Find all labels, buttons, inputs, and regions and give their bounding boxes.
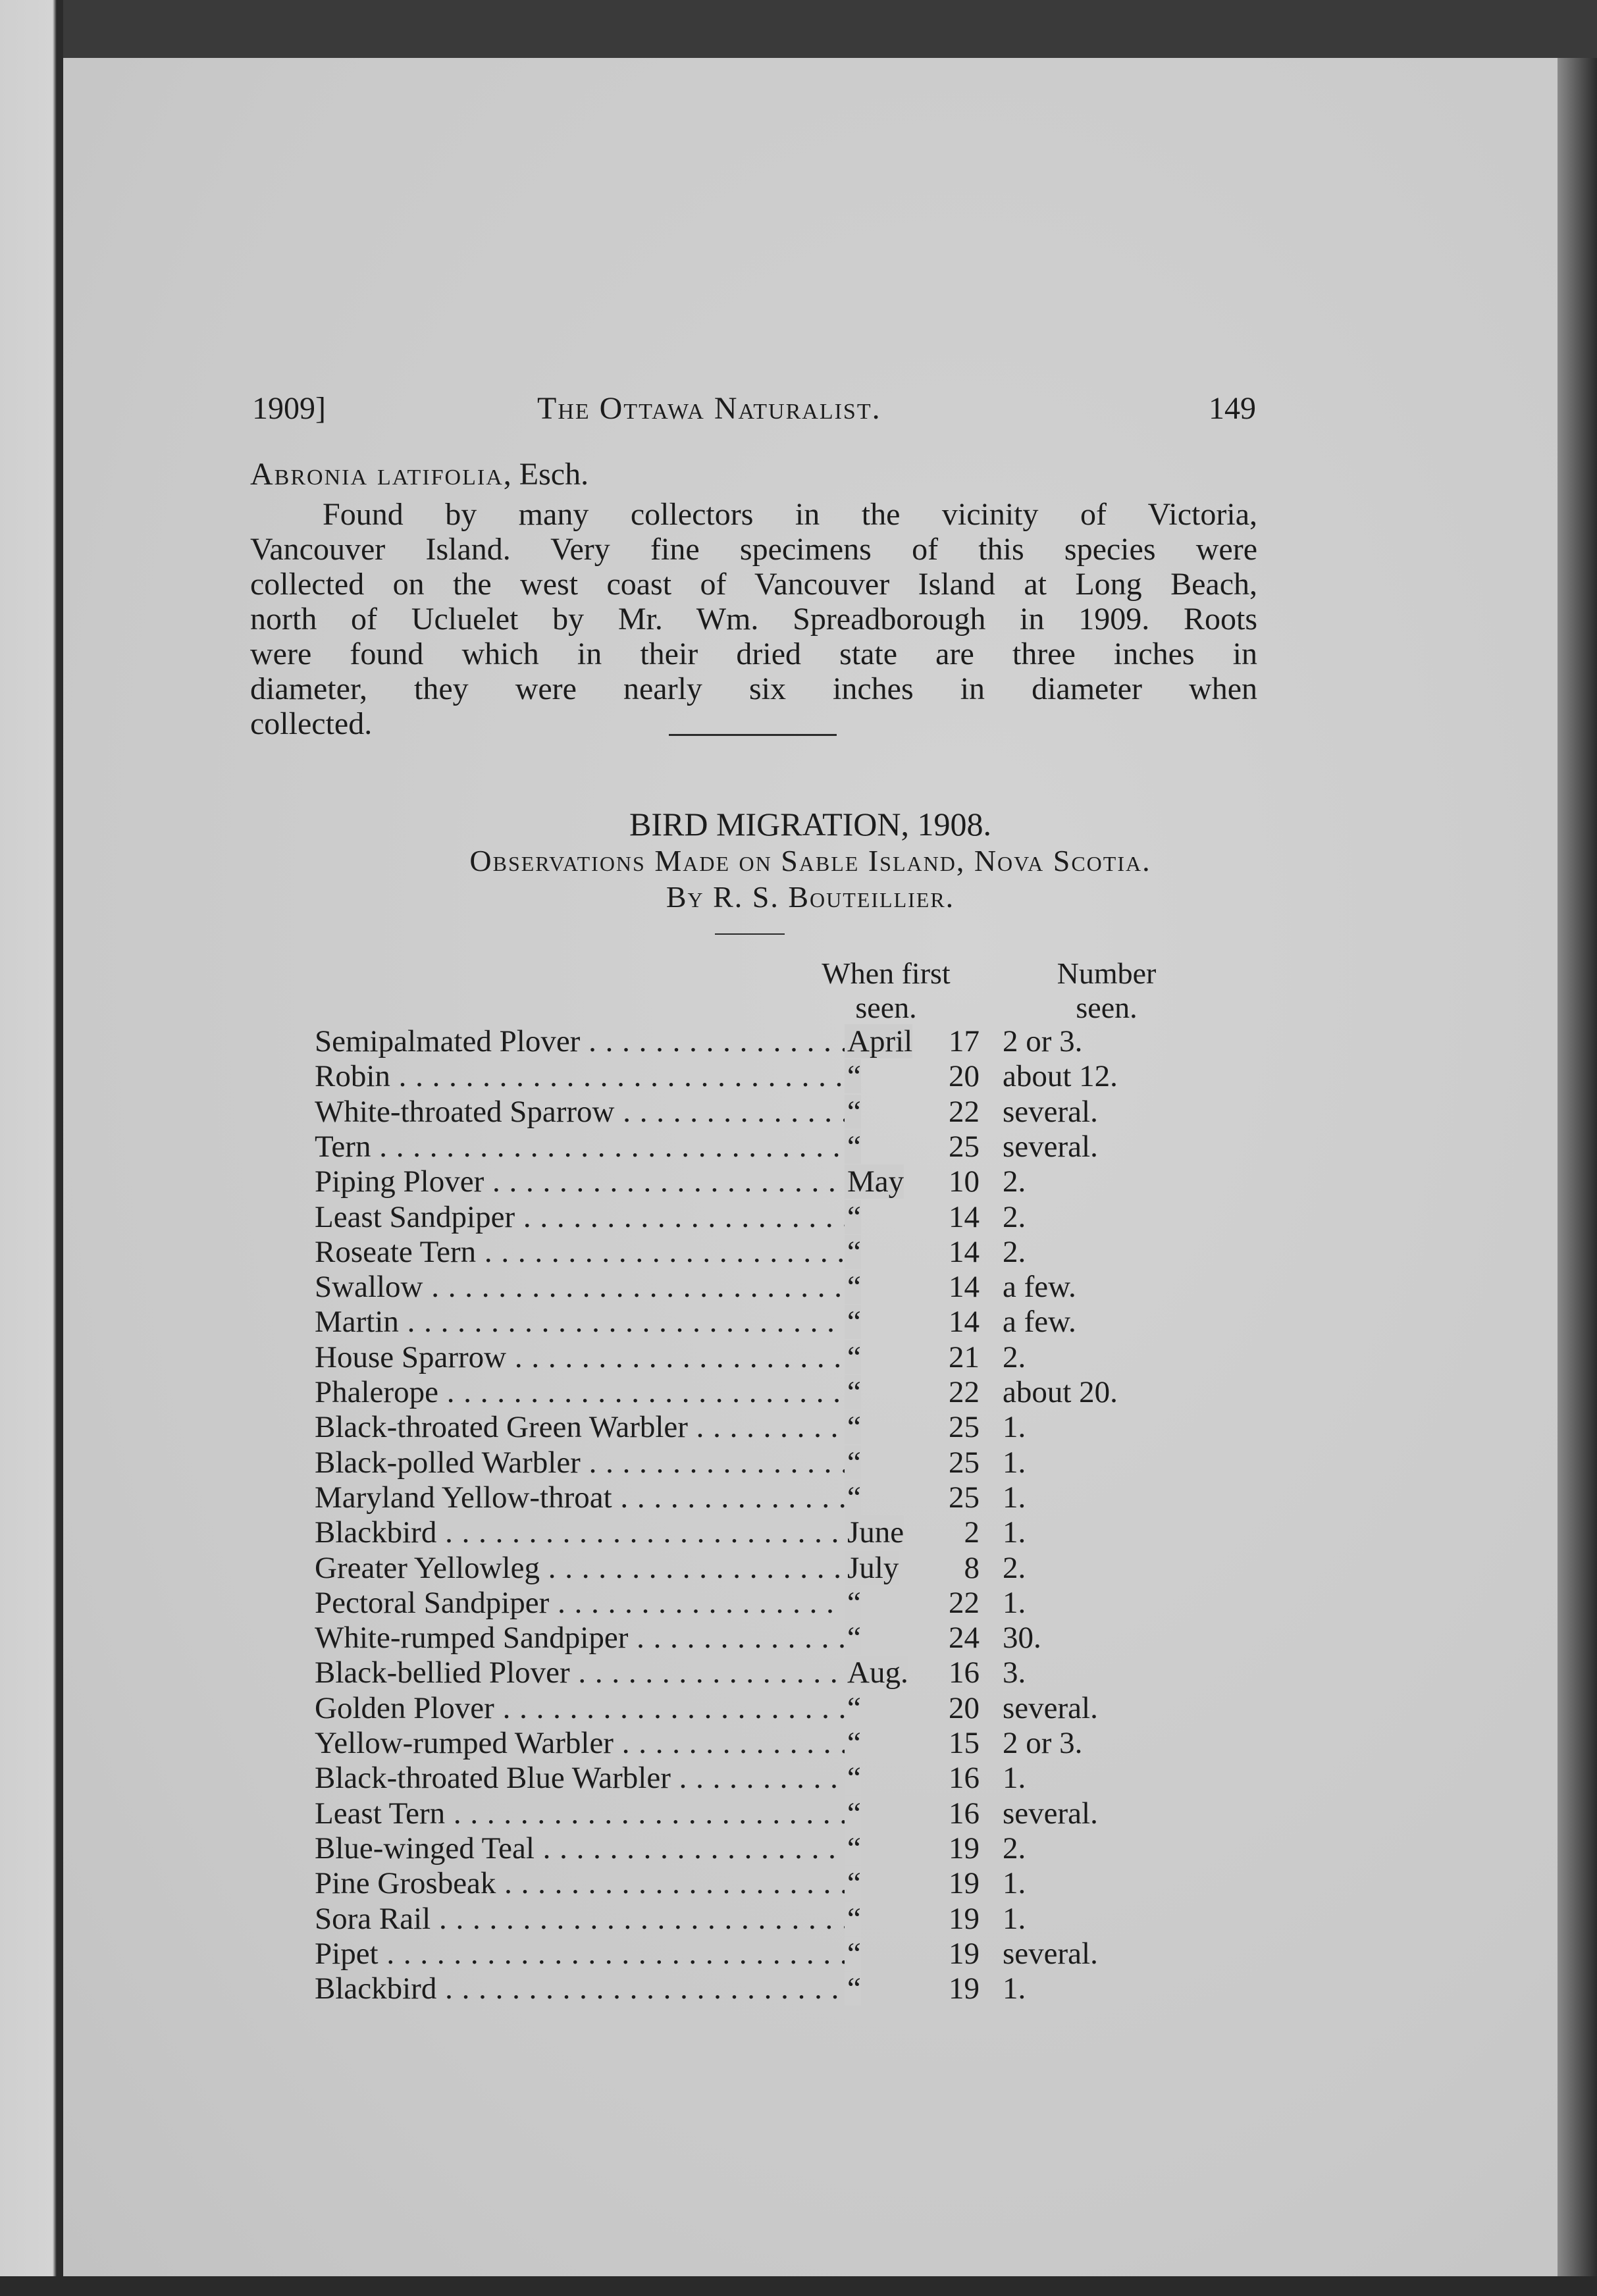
count: 2. [1003, 1199, 1026, 1234]
table-row [315, 1480, 1236, 1515]
table-row [315, 1164, 1236, 1199]
paragraph-line: were found which in their dried state are three inches in [250, 637, 1257, 671]
day: 16 [949, 1761, 980, 1796]
month: “ [845, 1936, 963, 1971]
count: 1. [1003, 1480, 1026, 1515]
day: 2 [964, 1515, 980, 1550]
month: “ [845, 1445, 963, 1480]
month: “ [845, 1831, 963, 1866]
table-row [315, 1620, 1236, 1655]
day: 14 [949, 1234, 980, 1269]
day: 19 [949, 1971, 980, 2006]
table-row [315, 1374, 1236, 1409]
count: 30. [1003, 1621, 1041, 1656]
day: 25 [949, 1129, 980, 1164]
bird-name: Pine Grosbeak . . . [315, 1866, 845, 1901]
bird-name: Piping Plover . . . [315, 1164, 845, 1199]
paragraph-line: diameter, they were nearly six inches in diameter when [250, 671, 1257, 706]
count: 2. [1003, 1164, 1026, 1199]
table-row [315, 1550, 1236, 1585]
count: a few. [1003, 1305, 1076, 1340]
month: “ [845, 1234, 963, 1270]
column-header-when-first-seen: When first seen. [822, 956, 951, 1024]
count: 2. [1003, 1550, 1026, 1585]
table-row [315, 1199, 1236, 1234]
bird-name: Black-throated Green Warbler . . . [315, 1409, 845, 1445]
count: 1. [1003, 1585, 1026, 1620]
table-row [315, 1760, 1236, 1795]
table-row [315, 1304, 1236, 1339]
table-row [315, 1690, 1236, 1725]
bird-name: Swallow . . . [315, 1269, 845, 1305]
month: “ [845, 1585, 963, 1621]
count: several. [1003, 1094, 1098, 1129]
bird-name: Yellow-rumped Warbler . . . [315, 1725, 845, 1761]
count: 1. [1003, 1410, 1026, 1445]
count: 3. [1003, 1656, 1026, 1690]
day: 19 [949, 1901, 980, 1936]
bird-name: Pipet . . . [315, 1936, 845, 1971]
page-right-shadow [1558, 58, 1597, 2296]
day: 24 [949, 1621, 980, 1656]
count: 2 or 3. [1003, 1024, 1083, 1058]
bird-name: Black-polled Warbler . . . [315, 1445, 845, 1480]
day: 15 [949, 1726, 980, 1760]
species-name: Abronia latifolia [250, 457, 504, 492]
month: “ [845, 1340, 963, 1375]
count: several. [1003, 1690, 1098, 1725]
paragraph-line: north of Ucluelet by Mr. Wm. Spreadborough in 1909. Roots [250, 602, 1257, 637]
month: “ [845, 1094, 963, 1130]
bird-name: White-throated Sparrow . . . [315, 1094, 845, 1130]
table-row [315, 1901, 1236, 1936]
table-row [315, 1725, 1236, 1760]
bird-name: Maryland Yellow-throat . . . [315, 1480, 845, 1515]
table-row [315, 1409, 1236, 1444]
species-paragraph [250, 497, 1257, 741]
column-header-number-seen: Number seen. [1057, 956, 1157, 1024]
count: 2. [1003, 1340, 1026, 1374]
section-divider [669, 734, 837, 736]
count: 1. [1003, 1761, 1026, 1796]
header-year: 1909] [252, 391, 326, 426]
table-row [315, 1971, 1236, 2006]
table-row [315, 1936, 1236, 1971]
bird-name: White-rumped Sandpiper . . . [315, 1620, 845, 1656]
day: 16 [949, 1656, 980, 1690]
count: 1. [1003, 1866, 1026, 1901]
month: “ [845, 1971, 963, 2006]
bird-name: Tern . . . [315, 1129, 845, 1164]
species-author: , Esch. [503, 457, 589, 492]
day: 20 [949, 1059, 980, 1094]
day: 20 [949, 1690, 980, 1725]
day: 25 [949, 1410, 980, 1445]
table-row [315, 1796, 1236, 1831]
table-row [315, 1515, 1236, 1550]
bird-name: Semipalmated Plover . . . [315, 1024, 845, 1059]
paragraph-line: Vancouver Island. Very fine specimens of this species were [250, 532, 1257, 567]
bird-name: Phalerope . . . [315, 1374, 845, 1410]
paragraph-line: collected on the west coast of Vancouver Island at Long Beach, [250, 567, 1257, 602]
day: 17 [949, 1024, 980, 1058]
book-page [63, 58, 1558, 2276]
month: “ [845, 1374, 963, 1410]
month: “ [845, 1129, 963, 1164]
scan-bottom-edge [0, 2276, 1597, 2296]
day: 8 [964, 1550, 980, 1585]
day: 25 [949, 1445, 980, 1480]
article-title: BIRD MIGRATION, 1908. [629, 806, 991, 843]
table-row [315, 1234, 1236, 1269]
day: 19 [949, 1866, 980, 1901]
month: “ [845, 1199, 963, 1235]
month: “ [845, 1304, 963, 1340]
bird-name: Roseate Tern . . . [315, 1234, 845, 1270]
month: April [845, 1024, 963, 1059]
month: “ [845, 1690, 963, 1726]
bird-name: Golden Plover . . . [315, 1690, 845, 1726]
month: July [845, 1550, 963, 1586]
article-byline: By R. S. Bouteillier. [666, 880, 955, 914]
table-row [315, 1269, 1236, 1304]
count: 2. [1003, 1831, 1026, 1866]
day: 22 [949, 1375, 980, 1409]
month: “ [845, 1760, 963, 1796]
month: “ [845, 1480, 963, 1515]
day: 10 [949, 1164, 980, 1199]
month: “ [845, 1725, 963, 1761]
day: 19 [949, 1936, 980, 1971]
count: 1. [1003, 1445, 1026, 1480]
count: several. [1003, 1936, 1098, 1971]
month: “ [845, 1796, 963, 1831]
bird-name: Pectoral Sandpiper . . . [315, 1585, 845, 1621]
count: 1. [1003, 1901, 1026, 1936]
day: 14 [949, 1270, 980, 1305]
month: “ [845, 1620, 963, 1656]
day: 21 [949, 1340, 980, 1374]
day: 22 [949, 1585, 980, 1620]
byline-rule [715, 933, 785, 935]
table-row [315, 1094, 1236, 1129]
count: 2. [1003, 1234, 1026, 1269]
bird-name: Blackbird . . . [315, 1971, 845, 2006]
table-row [315, 1058, 1236, 1093]
bird-name: Blue-winged Teal . . . [315, 1831, 845, 1866]
table-row [315, 1655, 1236, 1690]
header-journal-title: The Ottawa Naturalist. [537, 391, 881, 426]
table-row [315, 1024, 1236, 1058]
day: 22 [949, 1094, 980, 1129]
bird-name: Black-throated Blue Warbler . . . [315, 1760, 845, 1796]
month: May [845, 1164, 963, 1199]
month: Aug. [845, 1655, 963, 1690]
month: “ [845, 1866, 963, 1901]
day: 16 [949, 1796, 980, 1831]
table-row [315, 1866, 1236, 1900]
bird-name: Blackbird . . . [315, 1515, 845, 1550]
bird-name: Least Sandpiper . . . [315, 1199, 845, 1235]
scan-left-edge [0, 0, 63, 2296]
table-row [315, 1340, 1236, 1374]
count: 2 or 3. [1003, 1726, 1083, 1760]
month: “ [845, 1901, 963, 1937]
table-row [315, 1831, 1236, 1866]
bird-name: House Sparrow . . . [315, 1340, 845, 1375]
header-page-number: 149 [1209, 391, 1256, 426]
bird-name: Martin . . . [315, 1304, 845, 1340]
table-row [315, 1585, 1236, 1620]
count: several. [1003, 1796, 1098, 1831]
month: June [845, 1515, 963, 1550]
species-heading [250, 456, 589, 492]
count: 1. [1003, 1515, 1026, 1550]
month: “ [845, 1058, 963, 1094]
count: several. [1003, 1129, 1098, 1164]
count: about 20. [1003, 1375, 1118, 1409]
bird-name: Sora Rail . . . [315, 1901, 845, 1937]
table-row [315, 1129, 1236, 1164]
count: a few. [1003, 1270, 1076, 1305]
count: about 12. [1003, 1059, 1118, 1094]
day: 25 [949, 1480, 980, 1515]
month: “ [845, 1269, 963, 1305]
paragraph-line: Found by many collectors in the vicinity of Victoria, [323, 497, 1257, 532]
paragraph-line: collected. [250, 706, 373, 741]
article-subtitle: Observations Made on Sable Island, Nova Scotia. [469, 844, 1151, 877]
bird-name: Greater Yellowleg . . . [315, 1550, 845, 1586]
count: 1. [1003, 1971, 1026, 2006]
day: 19 [949, 1831, 980, 1866]
day: 14 [949, 1199, 980, 1234]
bird-name: Least Tern . . . [315, 1796, 845, 1831]
day: 14 [949, 1305, 980, 1340]
month: “ [845, 1409, 963, 1445]
bird-name: Robin . . . [315, 1058, 845, 1094]
bird-name: Black-bellied Plover . . . [315, 1655, 845, 1690]
table-row [315, 1445, 1236, 1480]
